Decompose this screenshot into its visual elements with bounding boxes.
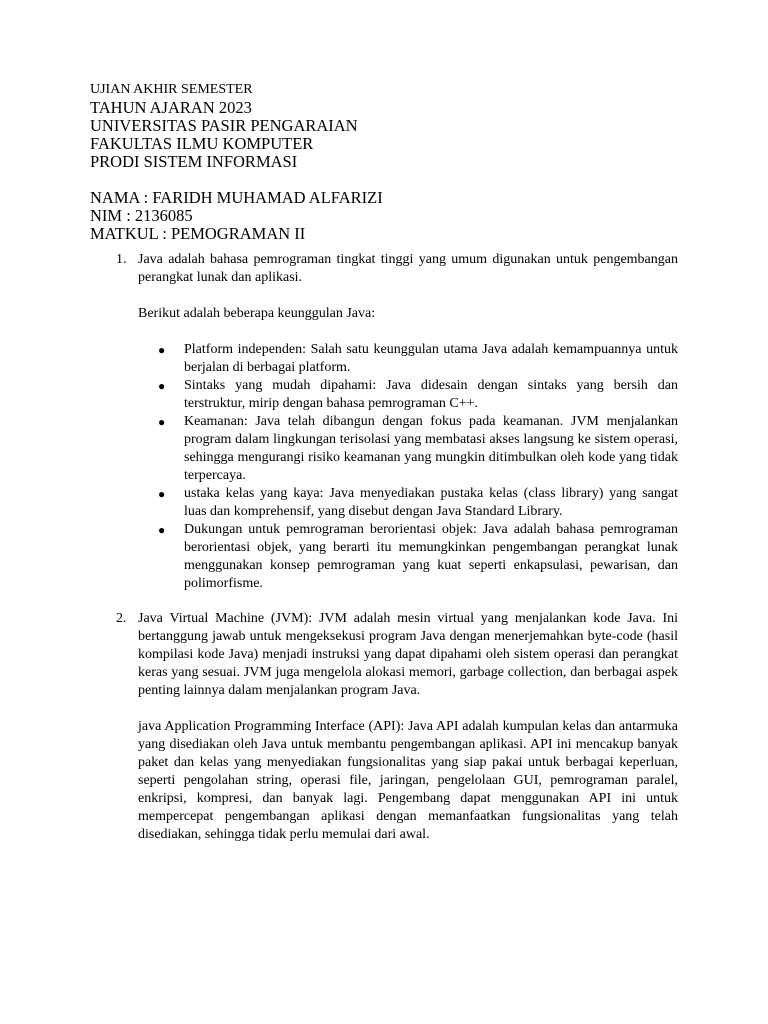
answer-item-2 bbox=[90, 610, 678, 844]
bullet-icon: ● bbox=[158, 523, 166, 537]
advantages-lead: Berikut adalah beberapa keunggulan Java: bbox=[138, 306, 376, 321]
bullet-icon: ● bbox=[158, 487, 166, 501]
java-definition: Java adalah bahasa pemrograman tingkat tinggi yang umum digunakan untuk pengembangan perangkat lunak dan aplikasi. bbox=[138, 252, 678, 285]
item-number: 1. bbox=[116, 252, 127, 267]
list-item: ● ustaka kelas yang kaya: Java menyediakan pustaka kelas (class library) yang sangat luas dan komprehensif, yang disebut dengan Java Standard Library. bbox=[158, 486, 678, 519]
academic-year: TAHUN AJARAN 2023 bbox=[90, 98, 252, 117]
jvm-paragraph: Java Virtual Machine (JVM): JVM adalah mesin virtual yang menjalankan kode Java. Ini bertanggung jawab untuk mengeksekusi program Java dengan menerjemahkan byte-code (hasil kompilasi kode Java) menjadi instruksi yang dapat dipahami oleh sistem operasi dan perangkat keras yang sesuai. JVM juga mengelola alokasi memori, garbage collection, dan berbagai aspek penting lainnya dalam menjalankan program Java. bbox=[138, 611, 678, 698]
answer-item-1 bbox=[90, 251, 678, 593]
university-name: UNIVERSITAS PASIR PENGARAIAN bbox=[90, 116, 358, 135]
answer-list bbox=[90, 251, 678, 844]
item-number: 2. bbox=[116, 611, 127, 626]
list-item: ● Sintaks yang mudah dipahami: Java didesain dengan sintaks yang bersih dan terstruktur, mirip dengan bahasa pemrograman C++. bbox=[158, 378, 678, 411]
student-nim: NIM : 2136085 bbox=[90, 206, 193, 225]
study-program: PRODI SISTEM INFORMASI bbox=[90, 152, 298, 171]
student-info bbox=[90, 189, 678, 243]
course-name: MATKUL : PEMOGRAMAN II bbox=[90, 224, 306, 243]
bullet-icon: ● bbox=[158, 379, 166, 393]
bullet-icon: ● bbox=[158, 415, 166, 429]
student-name: NAMA : FARIDH MUHAMAD ALFARIZI bbox=[90, 188, 383, 207]
list-item: ● Keamanan: Java telah dibangun dengan fokus pada keamanan. JVM menjalankan program dalam lingkungan terisolasi yang membatasi akses langsung ke sistem operasi, sehingga mengurangi risiko keamanan yang mungkin ditimbulkan oleh kode yang tidak terpercaya. bbox=[158, 414, 678, 483]
list-item: ● Dukungan untuk pemrograman berorientasi objek: Java adalah bahasa pemrograman berorientasi objek, yang berarti itu memungkinkan pengembangan perangkat lunak menggunakan konsep pemrograman yang kuat seperti enkapsulasi, pewarisan, dan polimorfisme. bbox=[158, 522, 678, 591]
exam-title: UJIAN AKHIR SEMESTER bbox=[90, 82, 253, 97]
faculty-name: FAKULTAS ILMU KOMPUTER bbox=[90, 134, 314, 153]
advantages-list bbox=[138, 341, 678, 593]
api-paragraph: java Application Programming Interface (API): Java API adalah kumpulan kelas dan antarmuka yang disediakan oleh Java untuk membantu pengembangan aplikasi. API ini mencakup banyak paket dan kelas yang menyediakan fungsionalitas yang siap pakai untuk berbagai keperluan, seperti pengolahan string, operasi file, jaringan, pengelolaan GUI, pemrograman paralel, enkripsi, kompresi, dan banyak lagi. Pengembang dapat menggunakan API ini untuk mempercepat pengembangan aplikasi dengan memanfaatkan fungsionalitas yang telah disediakan, sehingga tidak perlu memulai dari awal. bbox=[138, 719, 678, 842]
document-header bbox=[90, 80, 678, 171]
bullet-icon: ● bbox=[158, 343, 166, 357]
list-item: ● Platform independen: Salah satu keunggulan utama Java adalah kemampuannya untuk berjalan di berbagai platform. bbox=[158, 342, 678, 375]
